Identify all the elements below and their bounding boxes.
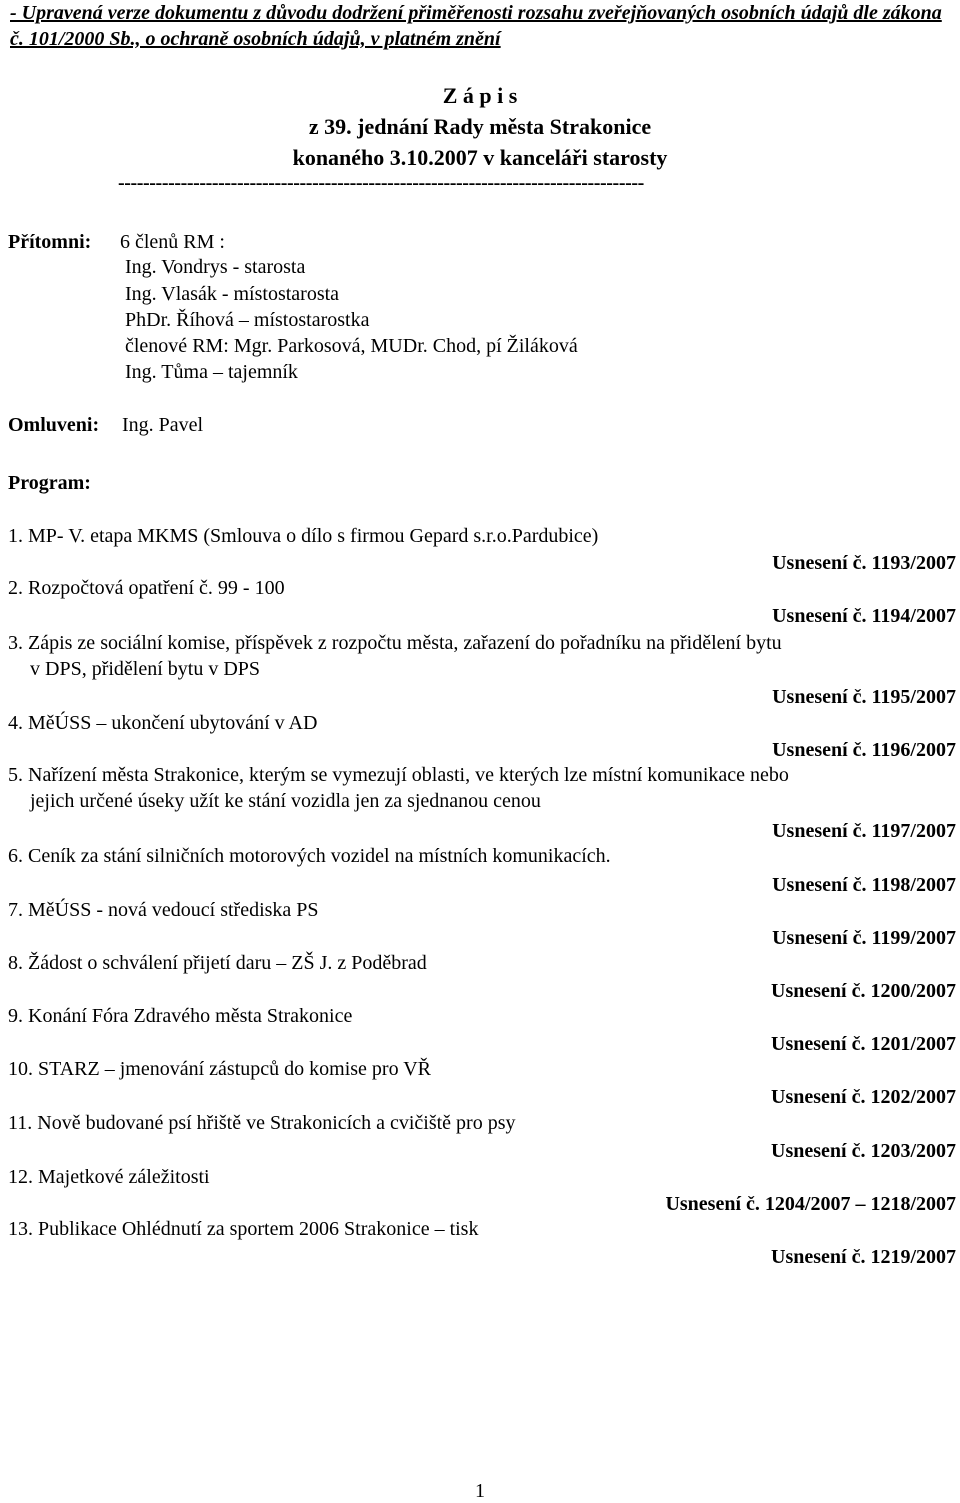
item-number: 9.: [8, 1005, 23, 1027]
meeting-line: z 39. jednání Rady města Strakonice: [308, 114, 652, 139]
item-number: 5.: [8, 764, 23, 786]
excused-value: Ing. Pavel: [122, 414, 204, 436]
resolution-number: Usnesení č. 1219/2007: [771, 1246, 956, 1268]
program-item: [8, 1216, 938, 1242]
item-text-continued: v DPS, přidělení bytu v DPS: [30, 658, 261, 680]
resolution-number: Usnesení č. 1196/2007: [772, 739, 956, 761]
item-number: 12.: [8, 1166, 33, 1188]
item-number: 8.: [8, 952, 23, 974]
item-text: Majetkové záležitosti: [38, 1166, 210, 1188]
document-title: Z á p i s: [442, 83, 518, 108]
resolution-number: Usnesení č. 1200/2007: [771, 980, 956, 1002]
item-text: Rozpočtová opatření č. 99 - 100: [28, 577, 285, 599]
program-item: [8, 523, 938, 549]
item-text: STARZ – jmenování zástupců do komise pro VŘ: [38, 1058, 431, 1080]
item-text: Nařízení města Strakonice, kterým se vymezují oblasti, ve kterých lze místní komunikace nebo: [28, 764, 789, 786]
page-number: 1: [475, 1480, 485, 1502]
resolution-number: Usnesení č. 1197/2007: [772, 820, 956, 842]
item-number: 3.: [8, 632, 23, 654]
program-label: Program:: [8, 472, 91, 494]
program-item: [8, 1110, 938, 1136]
program-item: [8, 897, 938, 923]
resolution-number: Usnesení č. 1202/2007: [771, 1086, 956, 1108]
present-member: členové RM: Mgr. Parkosová, MUDr. Chod, pí Žiláková: [125, 335, 578, 357]
item-number: 1.: [8, 525, 23, 547]
resolution-number: Usnesení č. 1193/2007: [772, 552, 956, 574]
item-number: 6.: [8, 845, 23, 867]
item-text: Zápis ze sociální komise, příspěvek z rozpočtu města, zařazení do pořadníku na přidělení bytu: [28, 632, 782, 654]
item-number: 7.: [8, 899, 23, 921]
resolution-number: Usnesení č. 1203/2007: [771, 1140, 956, 1162]
item-text: MP- V. etapa MKMS (Smlouva o dílo s firmou Gepard s.r.o.Pardubice): [28, 525, 599, 547]
resolution-number: Usnesení č. 1201/2007: [771, 1033, 956, 1055]
program-item: [8, 1003, 938, 1029]
resolution-number: Usnesení č. 1204/2007 – 1218/2007: [665, 1193, 956, 1215]
program-item: [8, 950, 938, 976]
resolution-number: Usnesení č. 1194/2007: [772, 605, 956, 627]
present-count: 6 členů RM :: [120, 231, 225, 253]
item-text-continued: jejich určené úseky užít ke stání vozidla jen za sjednanou cenou: [30, 790, 541, 812]
program-item: [8, 630, 938, 682]
program-item: [8, 1164, 938, 1190]
program-item: [8, 575, 938, 601]
program-item: [8, 710, 938, 736]
item-number: 4.: [8, 712, 23, 734]
anonymization-notice: - Upravená verze dokumentu z důvodu dodržení přiměřenosti rozsahu zveřejňovaných osobních údajů dle zákona č. 101/2000 Sb., o ochraně osobních údajů, v platném znění: [10, 2, 942, 50]
item-number: 10.: [8, 1058, 33, 1080]
program-item: [8, 1056, 938, 1082]
item-text: Žádost o schválení přijetí daru – ZŠ J. z Poděbrad: [28, 952, 427, 974]
present-label: Přítomni:: [8, 231, 92, 253]
item-text: Ceník za stání silničních motorových vozidel na místních komunikacích.: [28, 845, 611, 867]
item-number: 11.: [8, 1112, 33, 1134]
present-member: Ing. Vlasák - místostarosta: [125, 283, 340, 305]
present-member: Ing. Tůma – tajemník: [125, 361, 298, 383]
resolution-number: Usnesení č. 1199/2007: [772, 927, 956, 949]
program-item: [8, 762, 938, 814]
item-text: Nově budované psí hřiště ve Strakonicích a cvičiště pro psy: [37, 1112, 516, 1134]
excused-label: Omluveni:: [8, 414, 100, 436]
present-member: PhDr. Říhová – místostarostka: [125, 309, 370, 331]
separator-line: ------------------------------------------------------------------------------------: [118, 172, 644, 194]
item-number: 2.: [8, 577, 23, 599]
resolution-number: Usnesení č. 1198/2007: [772, 874, 956, 896]
item-text: MěÚSS – ukončení ubytování v AD: [28, 712, 318, 734]
resolution-number: Usnesení č. 1195/2007: [772, 686, 956, 708]
meeting-date-line: konaného 3.10.2007 v kanceláři starosty: [292, 145, 668, 170]
present-member: Ing. Vondrys - starosta: [125, 256, 306, 278]
item-text: Konání Fóra Zdravého města Strakonice: [28, 1005, 353, 1027]
item-text: Publikace Ohlédnutí za sportem 2006 Strakonice – tisk: [38, 1218, 479, 1240]
item-text: MěÚSS - nová vedoucí střediska PS: [28, 899, 319, 921]
item-number: 13.: [8, 1218, 33, 1240]
program-item: [8, 843, 938, 869]
